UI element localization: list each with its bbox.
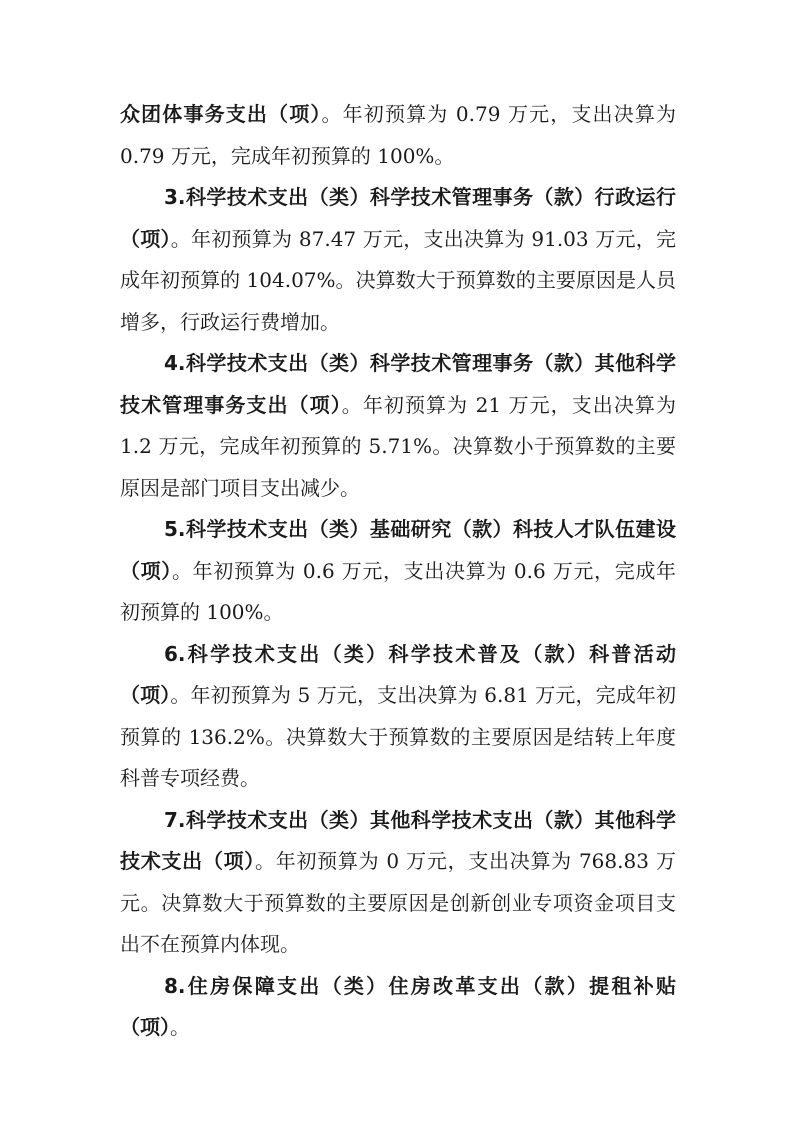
paragraph-item-7 [120,800,676,966]
paragraph-body: 。年初预算为 0.79 万元，支出决算为 0.79 万元，完成年初预算的 100%。 [120,102,676,168]
paragraph-heading: 8.住房保障支出（类）住房改革支出（款）提租补贴（项） [120,973,676,1039]
document-page [120,94,676,1049]
paragraph-item-8 [120,966,676,1049]
paragraph-item-6 [120,634,676,800]
paragraph-item-1 [120,94,676,177]
paragraph-body: 。年初预算为 5 万元，支出决算为 6.81 万元，完成年初预算的 136.2%。决算数大于预算数的主要原因是结转上年度科普专项经费。 [120,683,677,790]
paragraph-item-4 [120,343,676,509]
paragraph-heading: 7.科学技术支出（类）其他科学技术支出（款）其他科学技术支出（项） [120,807,676,873]
paragraph-body: 。年初预算为 0 万元，支出决算为 768.83 万元。决算数大于预算数的主要原因是创新创业专项资金项目支出不在预算内体现。 [120,849,677,956]
paragraph-body: 。年初预算为 87.47 万元，支出决算为 91.03 万元，完成年初预算的 104.07%。决算数大于预算数的主要原因是人员增多，行政运行费增加。 [120,226,676,334]
paragraph-heading: 众团体事务支出（项） [120,102,322,126]
paragraph-heading: 6.科学技术支出（类）科学技术普及（款）科普活动（项） [120,641,676,707]
paragraph-heading: 5.科学技术支出（类）基础研究（款）科技人才队伍建设（项） [120,517,676,583]
paragraph-item-3 [120,177,676,343]
paragraph-body: 。年初预算为 21 万元，支出决算为 1.2 万元，完成年初预算的 5.71%。决算数小于预算数的主要原因是部门项目支出减少。 [120,392,676,500]
paragraph-heading: 4.科学技术支出（类）科学技术管理事务（款）其他科学技术管理事务支出（项） [120,351,676,417]
paragraph-heading: 3.科学技术支出（类）科学技术管理事务（款）行政运行（项） [120,185,676,251]
paragraph-item-5 [120,509,676,634]
paragraph-body: 。 [170,1015,190,1039]
paragraph-body: 。年初预算为 0.6 万元，支出决算为 0.6 万元，完成年初预算的 100%。 [120,558,677,624]
